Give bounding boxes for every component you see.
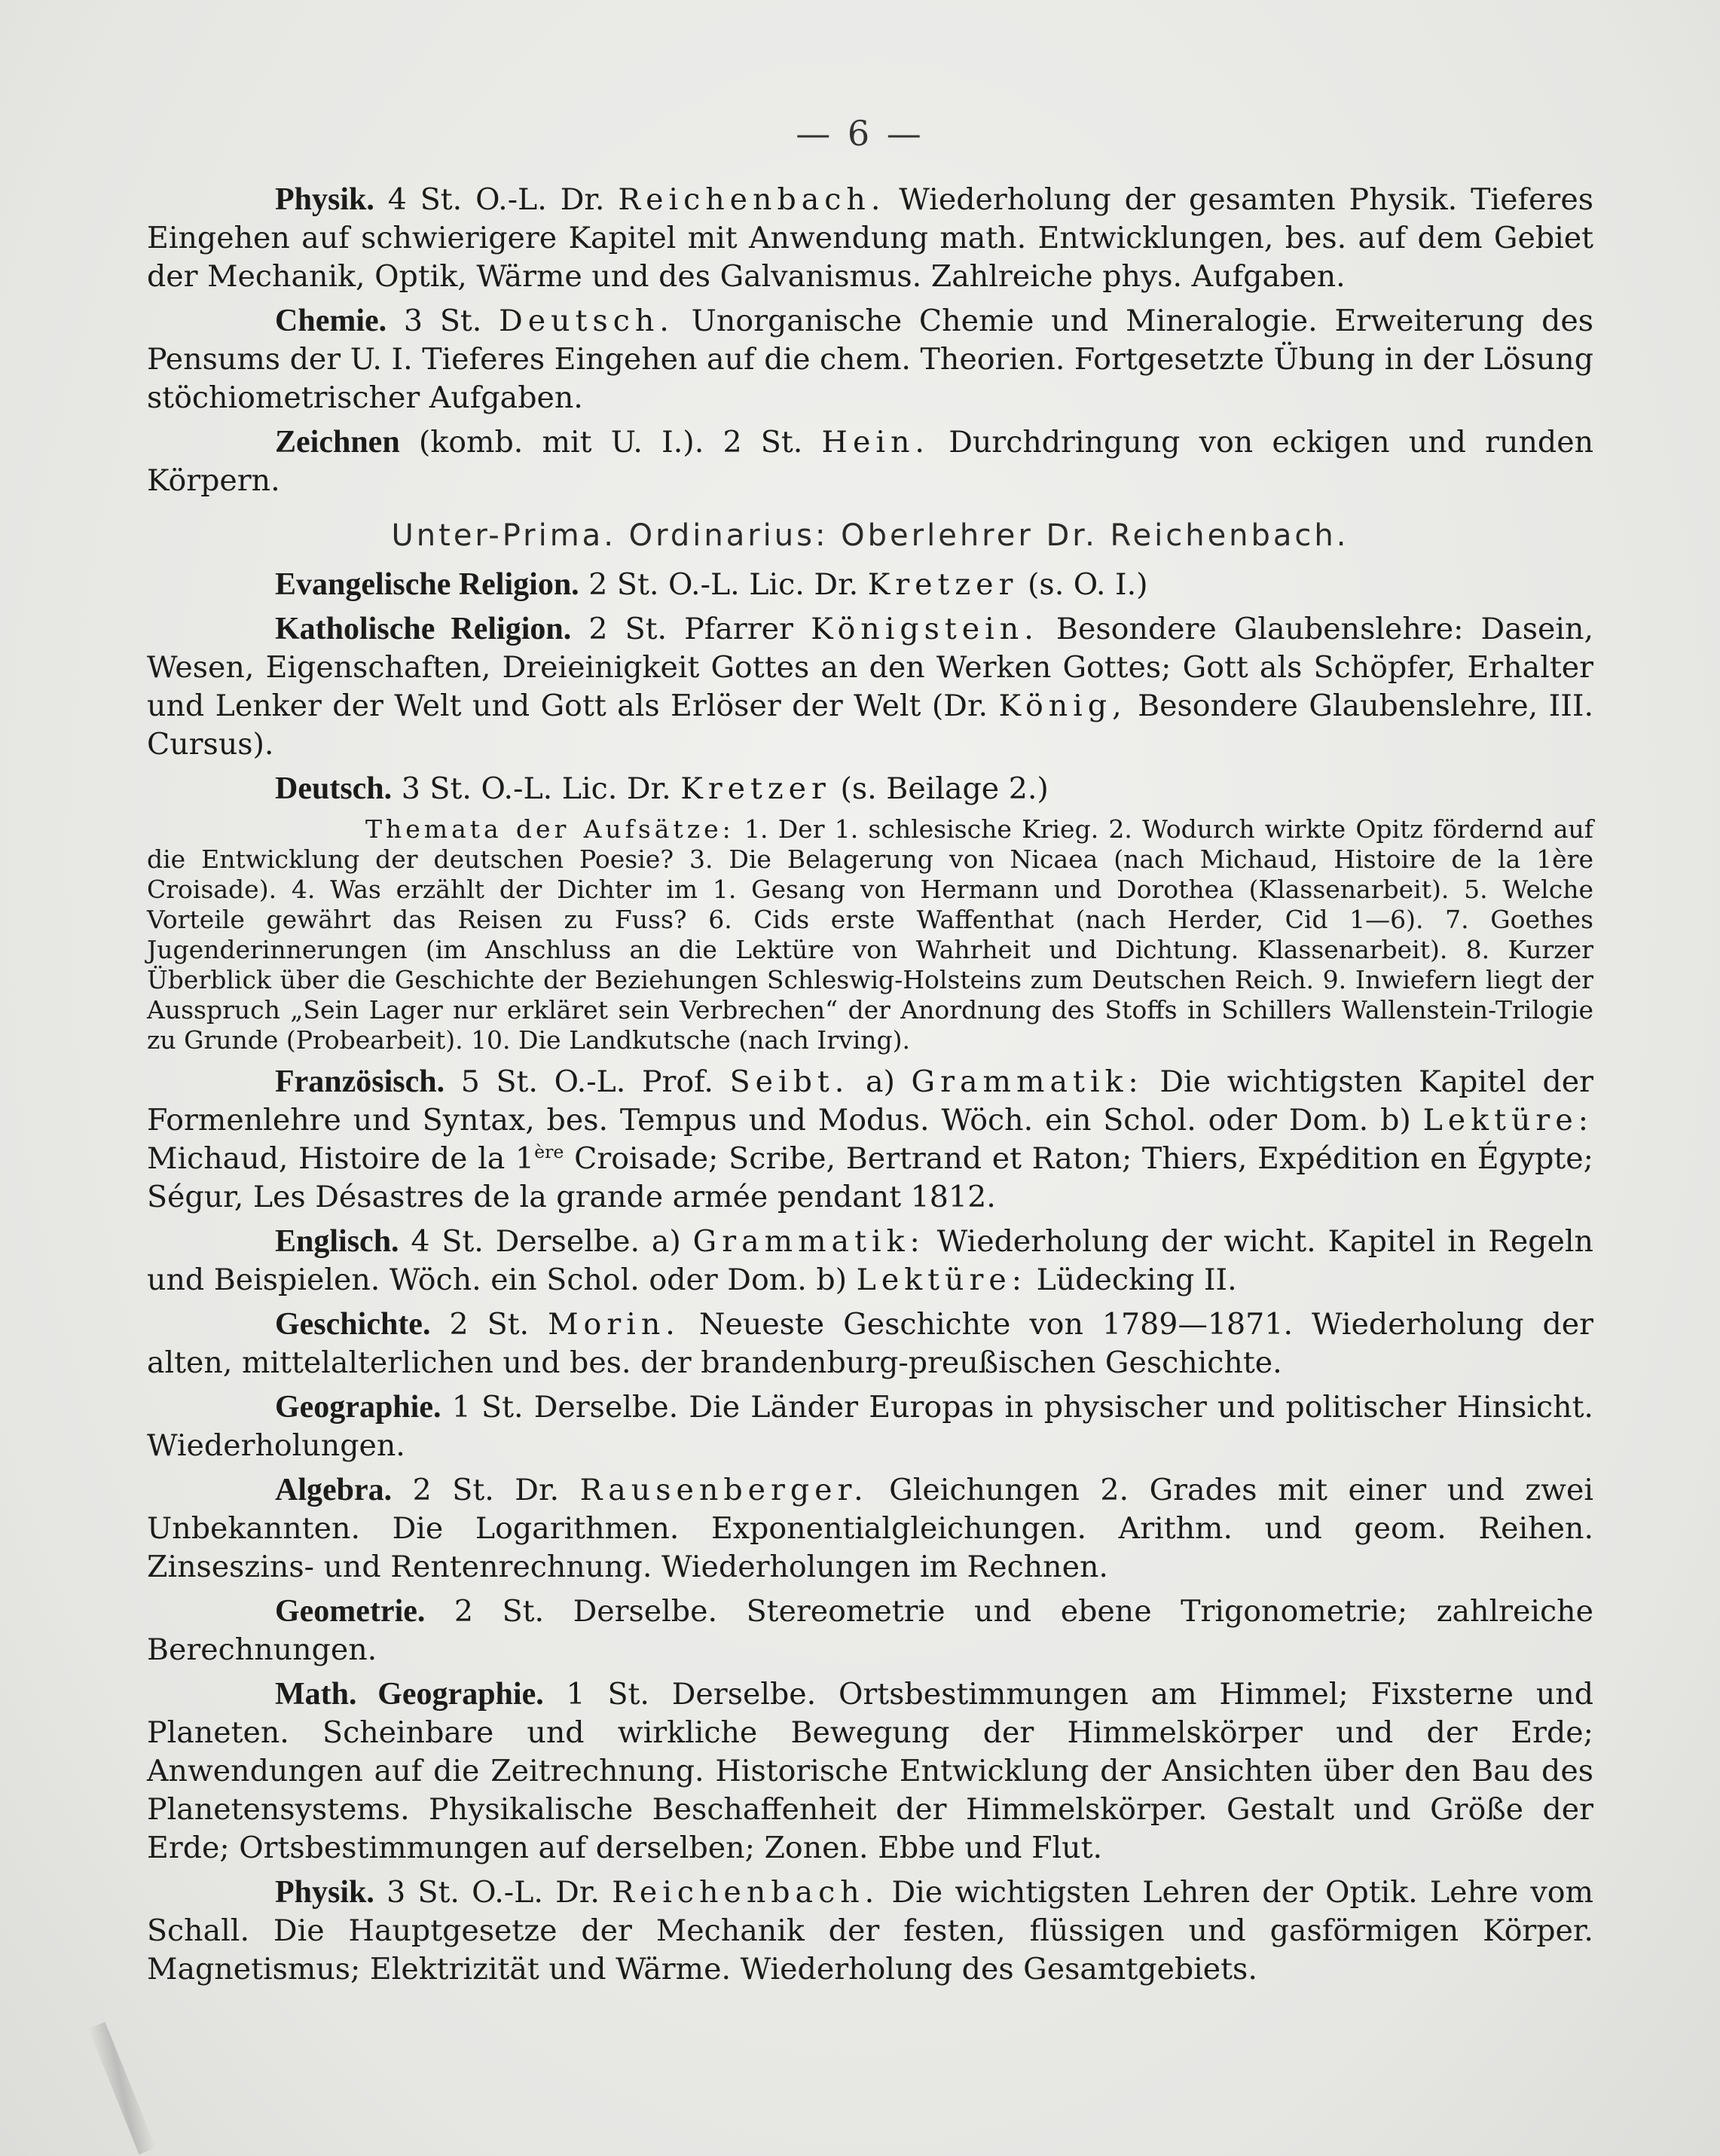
paragraph-physik-oi	[147, 181, 1593, 296]
subject-text: (s. O. I.)	[1028, 567, 1148, 602]
subject-text: Besondere Glaubenslehre: Dasein, Wesen, Eigenschaften, Dreieinigkeit Gottes an den Werken Gottes; Gott als Schöpfer, Erhalter und Lenker der Welt und Gott als Erlöser der Welt (Dr.	[147, 612, 1593, 723]
subject-meta: 4 St. O.-L. Dr.	[387, 182, 605, 217]
subject-meta: 1 St. Derselbe.	[566, 1677, 817, 1712]
paragraph-zeichnen	[147, 423, 1593, 500]
essay-topics-label: Themata der Aufsätze:	[365, 814, 735, 844]
subject-meta: 2 St. O.-L. Lic. Dr.	[588, 567, 859, 602]
part-word: Grammatik:	[911, 1064, 1144, 1099]
subject-meta: 3 St.	[403, 304, 482, 338]
subject-meta: 5 St. O.-L. Prof.	[460, 1064, 713, 1099]
paragraph-geographie	[147, 1388, 1593, 1465]
part-word: Lektüre:	[856, 1263, 1028, 1297]
subject-text: Gleichungen 2. Grades mit einer und zwei Unbekannten. Die Logarithmen. Exponentialgleichungen. Arithm. und geom. Reihen. Zinseszins- und Rentenrechnung. Wiederholungen im Rechnen.	[147, 1473, 1593, 1584]
paragraph-chemie	[147, 302, 1593, 417]
paragraph-physik-ui	[147, 1874, 1593, 1989]
subject-meta: 3 St. O.-L. Dr.	[386, 1875, 600, 1910]
part-word: Grammatik:	[692, 1224, 925, 1259]
teacher-name: Reichenbach.	[618, 182, 886, 217]
subject-heading: Chemie.	[275, 304, 387, 338]
subject-heading: Zeichnen	[275, 425, 400, 460]
essay-topics-text: 1. Der 1. schlesische Krieg. 2. Wodurch wirkte Opitz fördernd auf die Entwicklung der deutschen Poesie? 3. Die Belagerung von Nicaea (nach Michaud, Histoire de la 1ère Croisade). 4. Was erzählt der Dichter im 1. Gesang von Hermann und Dorothea (Klassenarbeit). 5. Welche Vorteile gewährt das Reisen zu Fuss? 6. Cids erste Waffenthat (nach Herder, Cid 1—6). 7. Goethes Jugenderinnerungen (im Anschluss an die Lektüre von Wahrheit und Dichtung. Klassenarbeit). 8. Kurzer Überblick über die Geschichte der Beziehungen Schleswig-Holsteins zum Deutschen Reich. 9. Inwiefern liegt der Ausspruch „Sein Lager nur erkläret sein Verbrechen“ der Anordnung des Stoffs in Schillers Wallenstein-Trilogie zu Grunde (Probearbeit). 10. Die Landkutsche (nach Irving).	[147, 814, 1594, 1055]
teacher-name: Hein.	[821, 425, 930, 460]
essay-topics	[147, 814, 1593, 1055]
teacher-name: Königstein.	[811, 612, 1039, 646]
subject-meta: (komb. mit U. I.). 2 St.	[418, 425, 803, 460]
subject-text: Michaud, Histoire de la 1	[147, 1141, 535, 1176]
part-label: a)	[865, 1064, 895, 1099]
subject-heading: Physik.	[275, 182, 374, 217]
paper-edge-shadow	[88, 2022, 156, 2154]
subject-heading: Katholische Religion.	[275, 612, 572, 646]
subject-text: Wiederholung der wicht. Kapitel in Regeln und Beispielen. Wöch. ein Schol. oder Dom.	[147, 1224, 1593, 1297]
subject-text: Unorganische Chemie und Mineralogie. Erweiterung des Pensums der U. I. Tieferes Eingehen auf die chem. Theorien. Fortgesetzte Übung in der Lösung stöchiometrischer Aufgaben.	[147, 304, 1594, 415]
subject-text: (s. Beilage 2.)	[840, 771, 1049, 806]
subject-meta: 2 St. Dr.	[412, 1473, 560, 1507]
part-word: Lektüre:	[1422, 1103, 1593, 1138]
subject-text: Croisade; Scribe, Bertrand et Raton; Thiers, Expédition en Égypte; Ségur, Les Désastres de la grande armée pendant 1812.	[147, 1141, 1593, 1214]
teacher-name: Morin.	[548, 1307, 680, 1342]
teacher-name: Kretzer	[680, 771, 831, 806]
subject-heading: Englisch.	[275, 1224, 399, 1259]
teacher-name: Reichenbach.	[612, 1875, 880, 1910]
page-body	[147, 181, 1593, 1995]
subject-meta: 1 St. Derselbe.	[451, 1390, 679, 1425]
paragraph-math-geographie	[147, 1675, 1593, 1867]
subject-heading: Algebra.	[275, 1473, 393, 1507]
teacher-name: Kretzer	[867, 567, 1019, 602]
subject-text: Ortsbestimmungen am Himmel; Fixsterne und Planeten. Scheinbare und wirkliche Bewegung der Himmelskörper und der Erde; Anwendungen auf die Zeitrechnung. Historische Entwicklung der Ansichten über den Bau des Planetensystems. Physikalische Beschaffenheit der Himmelskörper. Gestalt und Größe der Erde; Ortsbestimmungen auf derselben; Zonen. Ebbe und Flut.	[147, 1677, 1593, 1865]
subject-heading: Geometrie.	[275, 1594, 426, 1629]
part-label: b)	[1380, 1103, 1411, 1138]
part-label: b)	[816, 1263, 848, 1297]
paragraph-kath-religion	[147, 610, 1593, 764]
paragraph-ev-religion	[147, 566, 1593, 604]
teacher-name: Deutsch.	[499, 304, 674, 338]
subject-text: Stereometrie und ebene Trigonometrie; zahlreiche Berechnungen.	[147, 1594, 1593, 1667]
paragraph-englisch	[147, 1223, 1593, 1299]
subject-heading: Französisch.	[275, 1064, 445, 1099]
subject-heading: Geschichte.	[275, 1307, 431, 1342]
teacher-name: Seibt.	[729, 1064, 850, 1099]
paragraph-algebra	[147, 1471, 1593, 1586]
subject-text: Die wichtigsten Lehren der Optik. Lehre vom Schall. Die Hauptgesetze der Mechanik der festen, flüssigen und gasförmigen Körper. Magnetismus; Elektrizität und Wärme. Wiederholung des Gesamtgebiets.	[147, 1875, 1593, 1987]
subject-meta: 2 St.	[449, 1307, 530, 1342]
subject-heading: Evangelische Religion.	[275, 567, 579, 602]
subject-text: Wiederholung der gesamten Physik. Tieferes Eingehen auf schwierigere Kapitel mit Anwendung math. Entwicklungen, bes. auf dem Gebiet der Mechanik, Optik, Wärme und des Galvanismus. Zahlreiche phys. Aufgaben.	[147, 182, 1593, 294]
subject-text: Besondere Glaubenslehre, III. Cursus).	[147, 689, 1593, 762]
subject-text: Die Länder Europas in physischer und politischer Hinsicht. Wiederholungen.	[147, 1390, 1593, 1463]
subject-heading: Geographie.	[275, 1390, 441, 1425]
paragraph-franzoesisch	[147, 1063, 1593, 1217]
subject-meta: 4 St. Derselbe.	[411, 1224, 640, 1259]
subject-heading: Math. Geographie.	[275, 1677, 544, 1712]
page-number: — 6 —	[796, 113, 924, 154]
subject-text: Die wichtigsten Kapitel der Formenlehre und Syntax, bes. Tempus und Modus. Wöch. ein Schol. oder Dom.	[147, 1064, 1593, 1138]
subject-meta: 3 St. O.-L. Lic. Dr.	[401, 771, 671, 806]
part-label: a)	[651, 1224, 681, 1259]
teacher-name: Rausenberger.	[579, 1473, 869, 1507]
subject-text: Neueste Geschichte von 1789—1871. Wiederholung der alten, mittelalterlichen und bes. der brandenburg-preußischen Geschichte.	[147, 1307, 1594, 1380]
subject-text: Lüdecking II.	[1036, 1263, 1237, 1297]
paragraph-geschichte	[147, 1306, 1593, 1382]
superscript: ère	[534, 1141, 564, 1162]
class-heading: Unter-Prima. Ordinarius: Oberlehrer Dr. Reichenbach.	[391, 518, 1349, 553]
subject-meta: 2 St. Pfarrer	[588, 612, 793, 646]
author-name: König,	[998, 689, 1127, 723]
paragraph-geometrie	[147, 1593, 1593, 1669]
subject-text: Durchdringung von eckigen und runden Körpern.	[147, 425, 1594, 498]
subject-meta: 2 St. Derselbe.	[454, 1594, 718, 1629]
paragraph-deutsch	[147, 770, 1593, 808]
subject-heading: Physik.	[275, 1875, 374, 1910]
subject-heading: Deutsch.	[275, 771, 393, 806]
